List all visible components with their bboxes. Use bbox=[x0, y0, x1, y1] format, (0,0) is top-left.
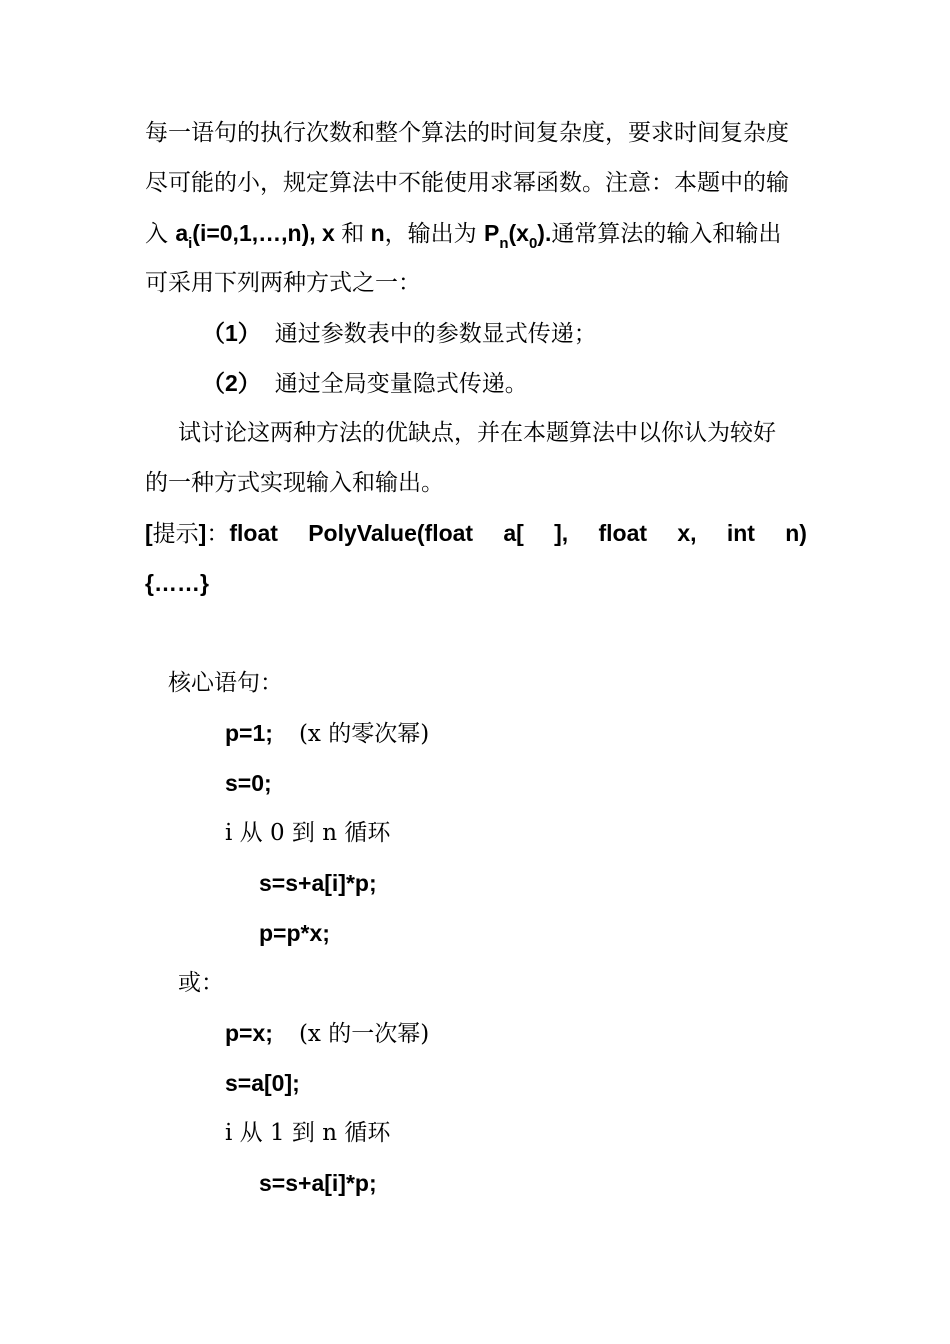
or-label: 或： bbox=[178, 970, 224, 996]
code-line: s=s+a[i]*p; bbox=[259, 1170, 377, 1196]
hint-token: x, bbox=[677, 520, 697, 546]
code-line: s=0; bbox=[225, 770, 272, 796]
hint-token: ], bbox=[554, 520, 569, 546]
subscript-i: i bbox=[188, 235, 193, 252]
var-P: P bbox=[483, 220, 500, 246]
option-text: 通过全局变量隐式传递。 bbox=[274, 371, 528, 397]
var-a: a bbox=[175, 220, 189, 246]
code-line: s=a[0]; bbox=[225, 1070, 300, 1096]
hint-token: a[ bbox=[503, 520, 524, 546]
var-n: n bbox=[364, 220, 385, 246]
code-line: s=s+a[i]*p; bbox=[259, 870, 377, 896]
paragraph-line: 试讨论这两种方法的优缺点，并在本题算法中以你认为较好 bbox=[178, 420, 776, 446]
hint-token: int bbox=[726, 520, 755, 546]
var-x: x bbox=[315, 220, 342, 246]
index-range: (i=0,1,…,n), bbox=[192, 220, 316, 246]
option-item-2 bbox=[202, 368, 864, 399]
option-text: 通过参数表中的参数显式传递； bbox=[274, 321, 597, 347]
hint-label: [提示]：float bbox=[145, 520, 278, 547]
hint-token: n) bbox=[785, 520, 807, 546]
paragraph-line: 可采用下列两种方式之一： bbox=[145, 270, 421, 296]
text: 入 bbox=[145, 221, 176, 247]
var-x0-close: ). bbox=[537, 220, 552, 246]
subscript-n: n bbox=[499, 235, 509, 252]
hint-line-2: {……} bbox=[145, 570, 209, 596]
paragraph-line: 的一种方式实现输入和输出。 bbox=[145, 470, 444, 496]
code-text: p=x; bbox=[225, 1020, 273, 1046]
code-text: p=1; bbox=[225, 720, 273, 746]
paragraph-line: 每一语句的执行次数和整个算法的时间复杂度，要求时间复杂度 bbox=[145, 120, 789, 146]
paragraph-line: 尽可能的小，规定算法中不能使用求幂函数。注意：本题中的输 bbox=[145, 170, 789, 196]
option-number: （1） bbox=[202, 320, 261, 346]
text: ，输出为 bbox=[384, 221, 484, 247]
hint-token: float bbox=[229, 520, 278, 546]
hint-token: PolyValue(float bbox=[308, 520, 474, 546]
option-item-1 bbox=[202, 318, 864, 349]
var-x0-open: (x bbox=[508, 220, 529, 246]
code-line bbox=[225, 1018, 887, 1049]
hint-line bbox=[145, 518, 807, 549]
paragraph-line-formula bbox=[145, 218, 807, 252]
code-line bbox=[225, 718, 887, 749]
option-number: （2） bbox=[202, 370, 261, 396]
code-line: i 从 1 到 n 循环 bbox=[225, 1120, 391, 1146]
text: 通常算法的输入和输出 bbox=[551, 221, 782, 247]
subscript-0: 0 bbox=[528, 235, 538, 252]
code-comment: (x 的零次幂) bbox=[298, 721, 430, 747]
code-line: i 从 0 到 n 循环 bbox=[225, 820, 391, 846]
hint-token: float bbox=[598, 520, 648, 546]
code-comment: (x 的一次幂) bbox=[298, 1021, 430, 1047]
text: 和 bbox=[341, 221, 365, 247]
code-line: p=p*x; bbox=[259, 920, 330, 946]
core-label: 核心语句： bbox=[168, 670, 283, 696]
